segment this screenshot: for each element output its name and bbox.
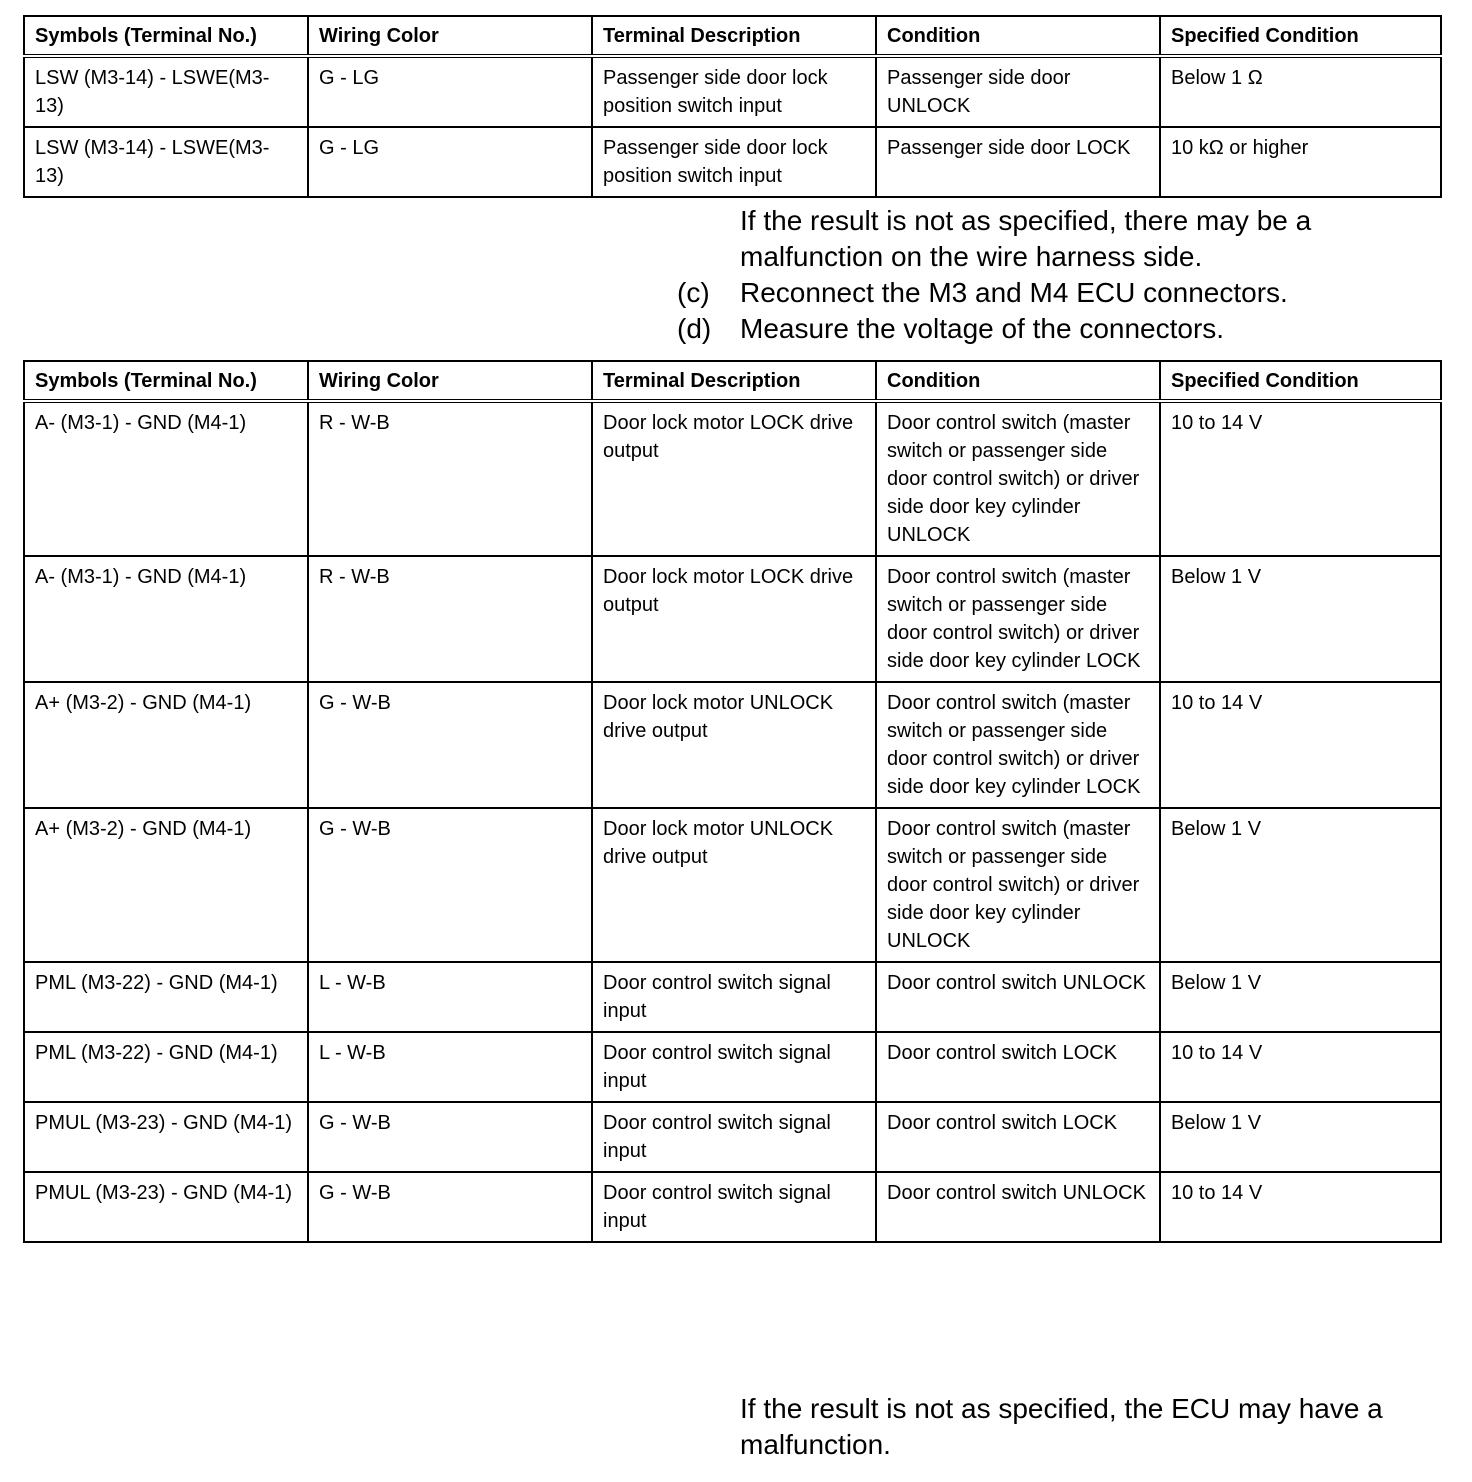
symbols-cell: PML (M3-22) - GND (M4-1)	[24, 1032, 308, 1102]
terminal-description-cell: Door control switch signal input	[592, 1032, 876, 1102]
symbols-cell: LSW (M3-14) - LSWE(M3-13)	[24, 56, 308, 127]
specified-condition-cell: Below 1 V	[1160, 556, 1441, 682]
specified-condition-cell: Below 1 V	[1160, 1102, 1441, 1172]
column-header-terminal-description: Terminal Description	[592, 361, 876, 401]
specified-condition-cell: Below 1 V	[1160, 962, 1441, 1032]
wiring-color-cell: G - W-B	[308, 808, 592, 962]
column-header-wiring-color: Wiring Color	[308, 16, 592, 56]
wiring-color-cell: R - W-B	[308, 401, 592, 556]
specified-condition-cell: 10 to 14 V	[1160, 1172, 1441, 1242]
table-row	[24, 962, 1441, 1032]
wiring-color-cell: G - W-B	[308, 1102, 592, 1172]
connector-voltage-table	[23, 360, 1442, 1243]
symbols-cell: A+ (M3-2) - GND (M4-1)	[24, 682, 308, 808]
harness-note-line-1: If the result is not as specified, there may be a	[740, 205, 1312, 236]
condition-cell: Door control switch (master switch or passenger side door control switch) or driver side door key cylinder UNLOCK	[876, 808, 1160, 962]
wiring-color-cell: G - LG	[308, 127, 592, 197]
terminal-description-cell: Door lock motor LOCK drive output	[592, 556, 876, 682]
symbols-cell: PMUL (M3-23) - GND (M4-1)	[24, 1172, 308, 1242]
specified-condition-cell: 10 to 14 V	[1160, 1032, 1441, 1102]
specified-condition-cell: Below 1 V	[1160, 808, 1441, 962]
terminal-description-cell: Door control switch signal input	[592, 962, 876, 1032]
symbols-cell: A- (M3-1) - GND (M4-1)	[24, 401, 308, 556]
column-header-wiring-color: Wiring Color	[308, 361, 592, 401]
step-c-text: Reconnect the M3 and M4 ECU connectors.	[740, 277, 1288, 308]
terminal-description-cell: Door lock motor UNLOCK drive output	[592, 682, 876, 808]
step-c-letter: (c)	[677, 277, 710, 308]
wiring-color-cell: L - W-B	[308, 962, 592, 1032]
column-header-condition: Condition	[876, 16, 1160, 56]
table-row	[24, 1102, 1441, 1172]
symbols-cell: PML (M3-22) - GND (M4-1)	[24, 962, 308, 1032]
step-d-text: Measure the voltage of the connectors.	[740, 313, 1225, 344]
terminal-description-cell: Door control switch signal input	[592, 1102, 876, 1172]
condition-cell: Passenger side door UNLOCK	[876, 56, 1160, 127]
condition-cell: Door control switch (master switch or passenger side door control switch) or driver side door key cylinder LOCK	[876, 682, 1160, 808]
table-header-row	[24, 16, 1441, 56]
column-header-symbols: Symbols (Terminal No.)	[24, 361, 308, 401]
column-header-specified-condition: Specified Condition	[1160, 361, 1441, 401]
condition-cell: Door control switch UNLOCK	[876, 962, 1160, 1032]
condition-cell: Door control switch LOCK	[876, 1032, 1160, 1102]
condition-cell: Passenger side door LOCK	[876, 127, 1160, 197]
condition-cell: Door control switch (master switch or passenger side door control switch) or driver side door key cylinder LOCK	[876, 556, 1160, 682]
wiring-color-cell: L - W-B	[308, 1032, 592, 1102]
condition-cell: Door control switch (master switch or passenger side door control switch) or driver side door key cylinder UNLOCK	[876, 401, 1160, 556]
specified-condition-cell: 10 kΩ or higher	[1160, 127, 1441, 197]
symbols-cell: A+ (M3-2) - GND (M4-1)	[24, 808, 308, 962]
column-header-condition: Condition	[876, 361, 1160, 401]
column-header-symbols: Symbols (Terminal No.)	[24, 16, 308, 56]
symbols-cell: A- (M3-1) - GND (M4-1)	[24, 556, 308, 682]
step-d-letter: (d)	[677, 313, 712, 344]
condition-cell: Door control switch UNLOCK	[876, 1172, 1160, 1242]
column-header-terminal-description: Terminal Description	[592, 16, 876, 56]
wiring-color-cell: G - W-B	[308, 1172, 592, 1242]
column-header-specified-condition: Specified Condition	[1160, 16, 1441, 56]
table-row	[24, 808, 1441, 962]
table-row	[24, 682, 1441, 808]
table-row	[24, 1172, 1441, 1242]
wiring-color-cell: G - W-B	[308, 682, 592, 808]
symbols-cell: PMUL (M3-23) - GND (M4-1)	[24, 1102, 308, 1172]
terminal-description-cell: Door control switch signal input	[592, 1172, 876, 1242]
condition-cell: Door control switch LOCK	[876, 1102, 1160, 1172]
wiring-color-cell: R - W-B	[308, 556, 592, 682]
specified-condition-cell: 10 to 14 V	[1160, 682, 1441, 808]
ecu-note-line-1: If the result is not as specified, the ECU may have a	[740, 1393, 1383, 1424]
terminal-description-cell: Passenger side door lock position switch input	[592, 56, 876, 127]
table-row	[24, 56, 1441, 127]
wiring-color-cell: G - LG	[308, 56, 592, 127]
specified-condition-cell: Below 1 Ω	[1160, 56, 1441, 127]
table-header-row	[24, 361, 1441, 401]
terminal-description-cell: Door lock motor UNLOCK drive output	[592, 808, 876, 962]
specified-condition-cell: 10 to 14 V	[1160, 401, 1441, 556]
harness-note-line-2: malfunction on the wire harness side.	[740, 241, 1203, 272]
ecu-note-line-2: malfunction.	[740, 1429, 891, 1460]
table-row	[24, 556, 1441, 682]
symbols-cell: LSW (M3-14) - LSWE(M3-13)	[24, 127, 308, 197]
position-switch-resistance-table	[23, 15, 1442, 198]
table-row	[24, 127, 1441, 197]
table-row	[24, 1032, 1441, 1102]
terminal-description-cell: Door lock motor LOCK drive output	[592, 401, 876, 556]
terminal-description-cell: Passenger side door lock position switch input	[592, 127, 876, 197]
table-row	[24, 401, 1441, 556]
